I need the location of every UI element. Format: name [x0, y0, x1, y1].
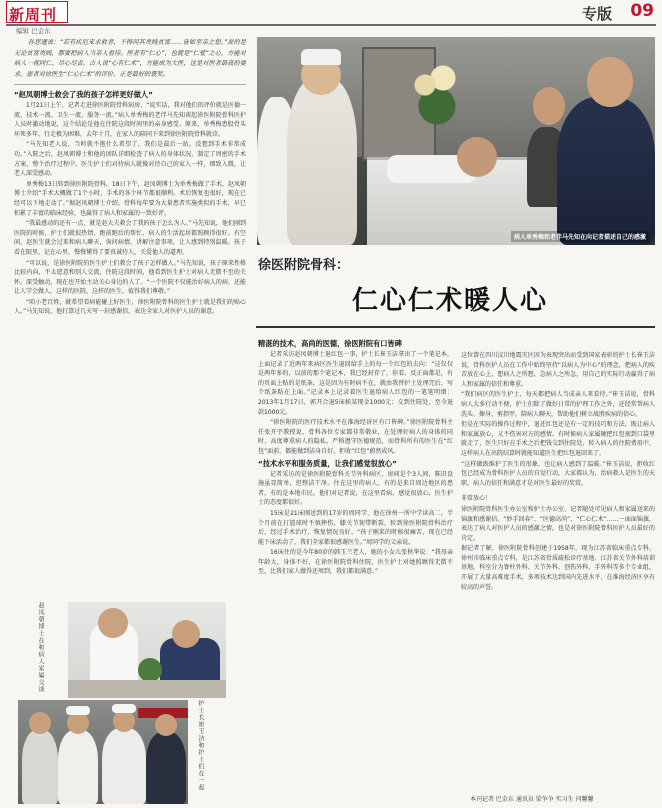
- photo-nurses-group: [18, 700, 188, 804]
- photo-caption: 病人单秀梅和老伴马先知在向记者描述自己的感激: [511, 231, 649, 242]
- left-column: [14, 38, 246, 605]
- page-number: 09: [630, 1, 654, 21]
- editor-line: 编辑 巴金东: [16, 27, 51, 35]
- photo-head: [98, 608, 128, 638]
- intro-paragraph: 孙思邈说：“若有疾厄来求救者，不得问其贵贱贫富……皆如至亲之想。”说的是无论贫富贵贱，都要把病人当亲人看待。医者有“仁心”，也就是“仁爱”之心，方能对病人一视同仁、尽心尽责。古人说“心有仁术”，方能成为大医，这是对医者最高的要求。患者对徐医生“仁心仁术”的评价，正是最好的褒奖。: [14, 39, 246, 78]
- photo-head: [172, 620, 200, 648]
- paragraph: 记者采访的是徐医附院骨科关节外科病区，房间是个3人间，陈旧设施虽显简单，但整洁干净。住在这里的病人，有的是来自周边地区的患者，有的是本地市民。他们对记者说，在这里看病，感觉很放心，医生护士的态度都很好。: [258, 470, 453, 507]
- paragraph: “可以说，是徐医附院的医生护士们教会了孩子怎样做人。”马先知说，孩子原来性格比较内向，不太愿意和别人交流，住院这段时间，他看到医生护士对病人无微不至的关怀，深受触动，现在也开始主动关心身边的人了。“一个医院不仅能治好病人的病，还能让人学会做人，这样的医院，这样的医生，值得我们尊敬。”: [14, 259, 246, 296]
- paragraph: 15床是21床刚送到的17岁的周同学，他在徐州一所中学读高二，半个月前在打篮球时不慎摔伤，膝关节韧带断裂，转到徐医附院骨科治疗后，经过手术治疗，恢复情况良好。“孩子刚来的时候很痛苦，现在已经能下床活动了，我们全家都很感谢医生。”周同学的父亲说。: [258, 509, 453, 546]
- photo-person: [146, 732, 186, 804]
- logo-box: [6, 1, 68, 23]
- paragraph: 这位曾在四川汶川地震灾区因为表现突出而受到国家表彰的护士长崔玉洁说，骨科医护人员在工作中始终坚持“以病人为中心”的理念，把病人的疾苦放在心上，想病人之所想，急病人之所急，用自己的实际行动赢得了病人和家属的信任和尊重。: [461, 352, 655, 388]
- photo-plant: [138, 658, 162, 682]
- intro-quote: [14, 38, 246, 80]
- middle-column: [258, 338, 453, 808]
- photo-person: [22, 730, 58, 804]
- paragraph: 但是在实际的操作过程中，退还红包还是有一定的技巧和方法，既让病人和家属放心，又不伤害对方的感情。有时候病人家属硬把红包塞到口袋里就走了，医生只好在手术之后把钱交到住院处，转入病人的住院费用中，这样病人在出院结算时就能知道医生把红包退回来了。: [461, 421, 655, 457]
- paragraph: “这样做既维护了医生的形象，也让病人感到了温暖。”崔玉洁说，拒收红包已经成为骨科医护人员的自觉行动，大家都认为，治病救人是医生的天职，病人的信任和满意才是对医生最好的奖赏。: [461, 460, 655, 487]
- photo-head: [113, 710, 135, 732]
- photo-nurse-cap: [301, 49, 341, 65]
- photo-caption: 赵凤朝博士在和病人家属交谈: [37, 602, 44, 693]
- photo-nurse-cap: [112, 704, 136, 713]
- right-column: [461, 351, 655, 798]
- paragraph: “我最感动的还有一点，就是赵大夫救会了我的孩子怎么为人。”马先知说，他们刚到医院的时候，护士们就很热情，跑前跑后的帮忙，病人的生活起居都照顾得很好。有空闲，赵医生就会过来和病人聊天，询问病情，讲解注意事项，让人感到特别温暖。孩子看在眼里，记在心里，慢慢懂得了要真诚待人、关爱他人的道理。: [14, 220, 246, 256]
- photo-head: [155, 714, 177, 736]
- headline: 仁心仁术暖人心: [351, 286, 548, 316]
- paragraph: 据记者了解，徐医附院骨科创建于1958年，现为江苏省临床重点专科、徐州市临床重点专科，是江苏省骨质疏松诊疗基地、江苏省关节外科培训基地。科室分为脊柱外科、关节外科、创伤外科、手外科等多个专业组，开展了大量高难度手术，多项技术达到国内先进水平，在淮海经济区享有较高的声誉。: [461, 545, 655, 591]
- photo-nurse: [102, 728, 146, 804]
- paragraph: 1月21日上午，记者走进徐医附院骨科病房，“说实话，我对他们的评价就是医德一流、技术一流、卫生一流、服务一流。”病人单秀梅的老伴马先知谈起徐医附院骨科医护人员时激动地说，这个结论是他在住院这段时间里的亲身感受。原来，单秀梅患股骨头坏死多年，行走极为困难，去年十月，在家人的陪同下来到徐医附院骨科就诊。: [14, 102, 246, 138]
- photo-head: [533, 87, 565, 125]
- photo-doctor-consult: [68, 602, 226, 698]
- photo-flowers: [407, 57, 467, 127]
- photo-nurse: [58, 730, 98, 804]
- subhead-left: “赵凤朝博士救会了我的孩子怎样更好做人”: [14, 90, 153, 99]
- paragraph: “徐医附院的医疗技术水平在淮海经济区有口皆碑。”徐医附院骨科主任张开宇教授说，骨科各位专家都非常敬业，在处理好病人的身体的同时，高度尊重病人的隐私，严格遵守医德规范，而骨科所有的医生在“红包”面前，都能做到洁身自好，拒收“红包”蔚然成风。: [258, 419, 453, 455]
- photo-nurse-cap: [66, 706, 90, 715]
- paragraph: 单秀梅13日转到徐医附院骨科，18日下午，赵凤朝博士为单秀梅做了手术，赵凤朝博士介绍“手术大概做了1个小时，手术的各个环节都很顺利，术后恢复也很好，现在已经可以下地走动了。”据赵凤朝博士介绍，骨科每年要为大量患者实施类似的手术，早已积累了丰富的临床经验，也赢得了病人和家属的一致好评。: [14, 180, 246, 217]
- paragraph: 16床住的是今年80岁的韩玉兰老人，她的小女儿张秋华说：“我母亲年龄大，身体不好，在徐医附院骨科住院，医生护士对她照顾得无微不至，比我们家人做得还周到，我们都很满意。”: [258, 549, 453, 576]
- subhead-middle-2: “技术水平和服务质量，让我们感觉很放心”: [258, 458, 397, 468]
- byline: 本刊记者 巴金东 通讯员 梁争争 实习生 闫馨馨: [470, 796, 594, 803]
- photo-nurse: [287, 77, 357, 245]
- photo-head: [67, 712, 89, 734]
- photo-desk: [68, 680, 226, 698]
- photo-caption: 护士长崔玉洁和护士们在一起: [197, 700, 204, 791]
- paragraph: “马先知老人说，当时就不抱什么希望了，我们是最后一站，没想到手术非常成功。”入院之后，赵凤朝博士和他的团队详细检查了病人的身体状况，制定了周密的手术方案，整个治疗过程中，医生护士们对待病人就像对待自己的家人一样，细致入微，让老人深受感动。: [14, 141, 246, 178]
- photo-person: [557, 97, 655, 245]
- paragraph: 记者采访赵凤朝博士退红包一事，护士长崔玉洁拿出了一个笔记本，上面记录了近两年来病区医生退回给手上的每一个红包的去向：“这仅仅是两年多的，以前的那个笔记本，我已经封存了，你看，反正面都是，有的页面上贴的是纸条，这是因为有时病不在，就由我替护士处理完后，写个纸条粘在上面。”记录本上记录着医生退给病人红包的一笔笔明细：2013年1月17日，郭开合退5床候某现金1000元；交到住院处，至今退款1000元。: [258, 351, 453, 416]
- photo-patient: [457, 137, 497, 177]
- section-title: 专版: [581, 5, 612, 23]
- paragraph: “我们病区的医生护士，每天都把病人当成亲人来看待。”崔玉洁说，骨科病人大多行动不便，护士们除了做好日常的护理工作之外，还经常帮病人洗头、擦身、剪指甲，陪病人聊天，帮助他们树立战胜疾病的信心。: [461, 391, 655, 418]
- paragraph: 徐医附院骨科医生办公室和护士办公室，记者随处可见病人和家属送来的锦旗和感谢信。“妙手回春”、“医德高尚”、“仁心仁术”……一面面锦旗，表达了病人对医护人员的感激之情，也是对徐医附院骨科医护人员最好的肯定。: [461, 505, 655, 542]
- photo-head: [587, 57, 633, 107]
- main-photo: [257, 37, 655, 245]
- divider: [14, 84, 246, 85]
- subhead-middle: 精湛的技术，高尚的医德，徐医附院有口皆碑: [258, 339, 402, 348]
- divider: [256, 326, 655, 328]
- headline-kicker: 徐医附院骨科：: [258, 258, 350, 273]
- masthead: [6, 0, 656, 26]
- newspaper-logo: 新周刊: [9, 6, 58, 24]
- photo-head: [29, 712, 51, 734]
- paragraph: 非常放心！: [461, 495, 492, 503]
- paragraph: “咱小老百姓，就希望看病能碰上好医生，徐医附院骨科的医生护士就是我们的贴心人。”马先知说，他打算过几天写一封感谢信，表达全家人对医护人员的谢意。: [14, 298, 246, 316]
